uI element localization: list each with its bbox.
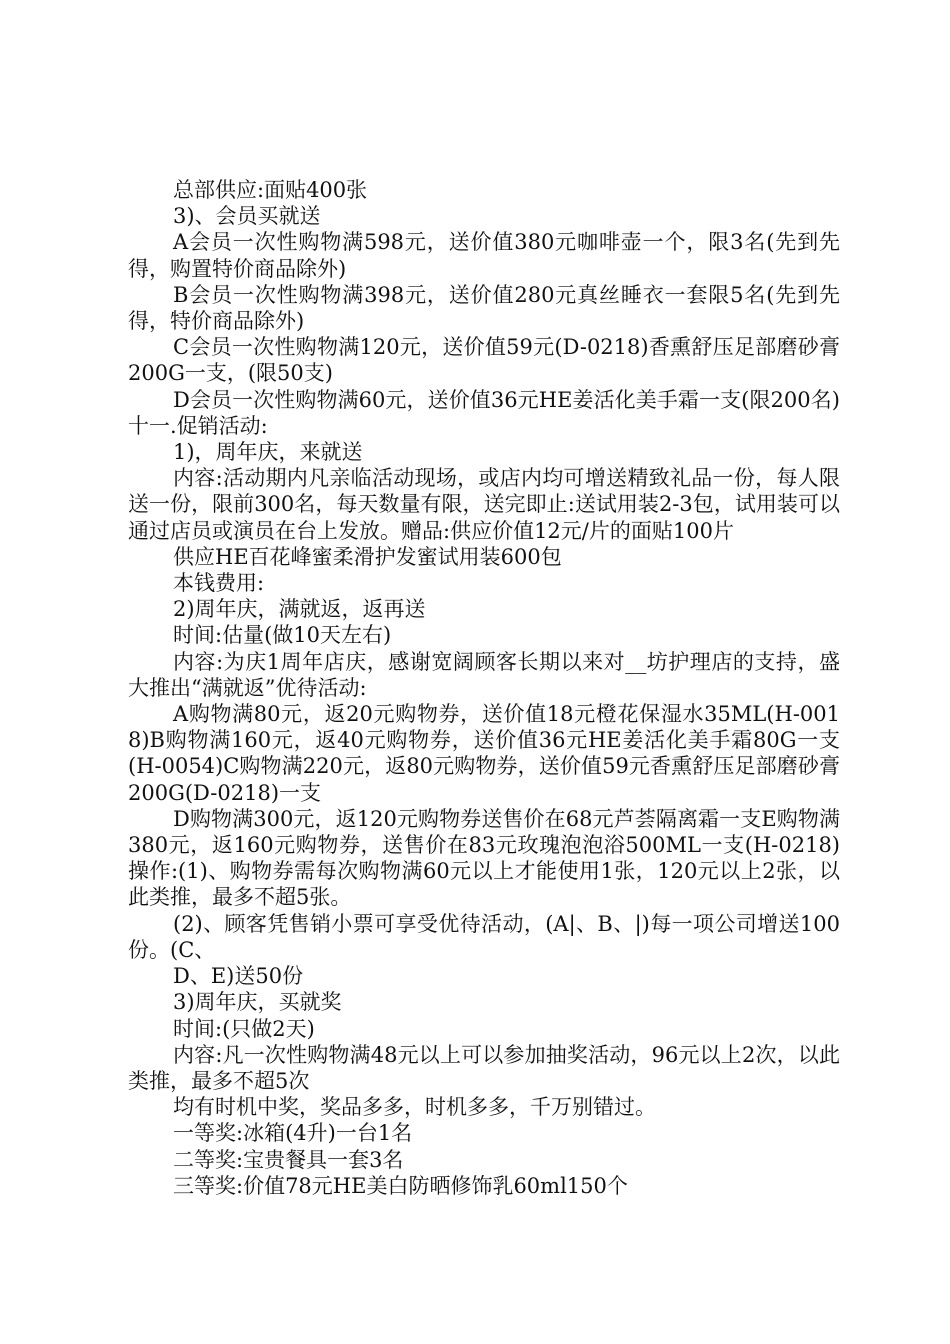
section-heading: 3)、会员买就送 [173, 204, 321, 229]
paragraph: 总部供应:面贴400张 [173, 178, 368, 202]
paragraph: B会员一次性购物满398元，送价值280元真丝睡衣一套限5名(先到先得，特价商品除外) [128, 282, 840, 334]
prize-item: 一等奖:冰箱(4升)一台1名 [173, 1121, 413, 1146]
paragraph: 内容:凡一次性购物满48元以上可以参加抽奖活动，96元以上2次，以此类推，最多不超5次 [128, 1042, 840, 1093]
paragraph: 内容:活动期内凡亲临活动现场，或店内均可增送精致礼品一份，每人限送一份，限前300名，每天数量有限，送完即止:送试用装2-3包，试用装可以通过店员或演员在台上发放。赠品:供应价值12元/片的面贴100片 [128, 466, 840, 543]
section-heading: 3)周年庆，买就奖 [173, 990, 342, 1015]
paragraph: A会员一次性购物满598元，送价值380元咖啡壶一个，限3名(先到先得，购置特价商品除外) [128, 230, 840, 281]
paragraph: 本钱费用: [173, 571, 265, 596]
document-body [128, 177, 840, 1199]
paragraph: 供应HE百花峰蜜柔滑护发蜜试用装600包 [173, 544, 562, 569]
paragraph: 时间:(只做2天) [173, 1016, 315, 1041]
paragraph: D购物满300元，返120元购物券送售价在68元芦荟隔离霜一支E购物满380元，返160元购物券，送售价在83元玫瑰泡泡浴500ML一支(H-0218)操作:(1)、购物券需每次购物满60元以上才能使用1张，120元以上2张，以此类推，最多不超5张。 [128, 806, 840, 910]
paragraph: (2)、顾客凭售销小票可享受优待活动，(A|、B、|)每一项公司增送100份。(C、 [128, 911, 840, 962]
section-heading: 2)周年庆，满就返，返再送 [173, 597, 426, 622]
paragraph: D、E)送50份 [173, 964, 304, 989]
paragraph: 时间:估量(做10天左右) [173, 623, 392, 648]
prize-item: 二等奖:宝贵餐具一套3名 [173, 1147, 404, 1172]
paragraph: 内容:为庆1周年店庆，感谢宽阔顾客长期以来对__坊护理店的支持，盛大推出“满就返”优待活动: [128, 649, 840, 700]
section-heading: 1)，周年庆，来就送 [173, 440, 363, 465]
paragraph: A购物满80元，返20元购物券，送价值18元橙花保湿水35ML(H-0018)B购物满160元，返40元购物券，送价值36元HE姜活化美手霜80G一支(H-0054)C购物满220元，返80元购物券，送价值59元香熏舒压足部磨砂膏200G(D-0218)一支 [128, 702, 840, 805]
paragraph: C会员一次性购物满120元，送价值59元(D-0218)香熏舒压足部磨砂膏200G一支，(限50支) [128, 335, 840, 386]
paragraph: D会员一次性购物满60元，送价值36元HE姜活化美手霜一支(限200名)十一.促销活动: [128, 387, 840, 438]
paragraph: 均有时机中奖，奖品多多，时机多多，千万别错过。 [173, 1095, 656, 1120]
prize-item: 三等奖:价值78元HE美白防晒修饰乳60ml150个 [173, 1173, 628, 1198]
